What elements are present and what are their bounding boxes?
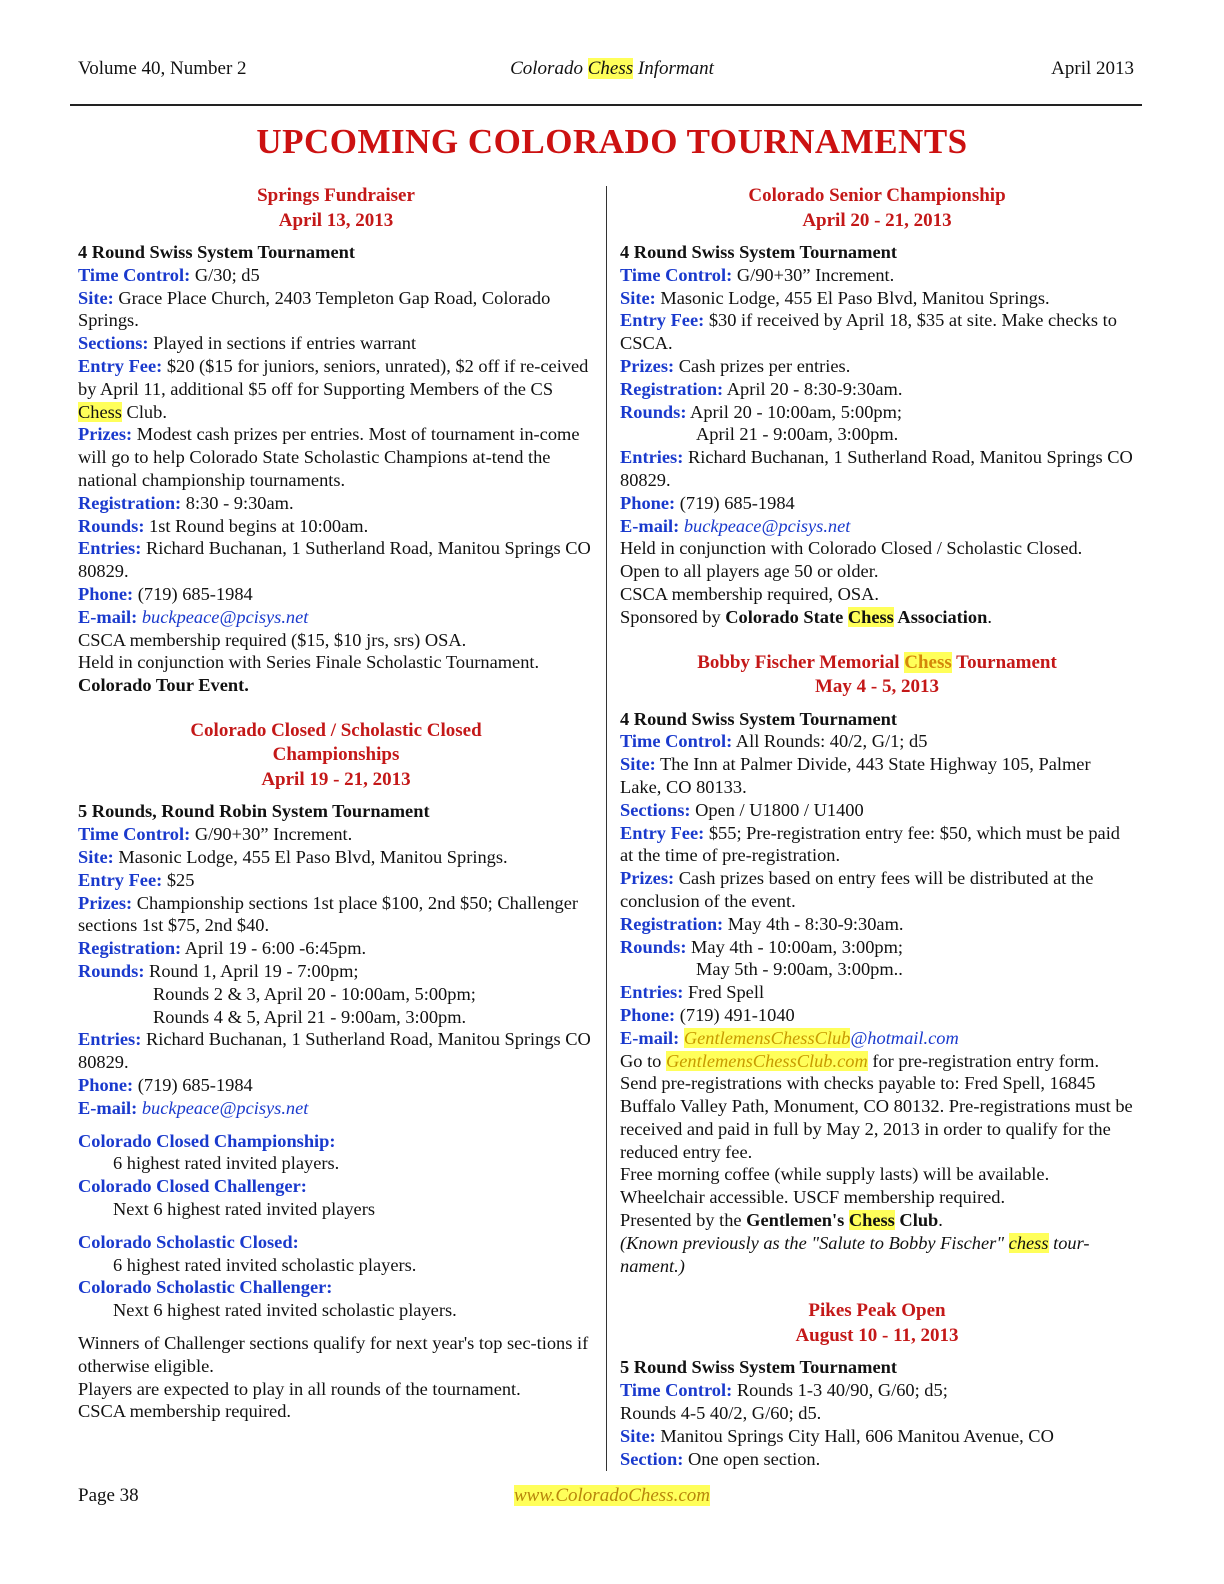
- note: Free morning coffee (while supply lasts) will be available.: [620, 1164, 1050, 1185]
- header-rule: [70, 104, 1142, 106]
- entry-fee: Entry Fee: $25: [78, 869, 195, 890]
- site: Site: Masonic Lodge, 455 El Paso Blvd, Manitou Springs.: [78, 847, 508, 868]
- event-type: 5 Rounds, Round Robin System Tournament: [78, 801, 430, 822]
- note: CSCA membership required.: [78, 1401, 292, 1422]
- rounds-line: Rounds 2 & 3, April 20 - 10:00am, 5:00pm;: [153, 983, 476, 1004]
- event-title: Colorado Senior Championship April 20 - 21, 2013: [748, 185, 1006, 231]
- phone: Phone: (719) 491-1040: [620, 1004, 795, 1025]
- time-control: Time Control: G/30; d5: [78, 264, 260, 285]
- rounds-line: Rounds 4 & 5, April 21 - 9:00am, 3:00pm.: [153, 1006, 467, 1027]
- email: E-mail: buckpeace@pcisys.net: [620, 515, 851, 536]
- prizes: Prizes: Modest cash prizes per entries. Most of tournament in-come will go to help Colorado State Scholastic Champions at-tend the national championship tournaments.: [78, 424, 580, 490]
- entry-fee: Entry Fee: $30 if received by April 18, $35 at site. Make checks to CSCA.: [620, 310, 1117, 354]
- sections: Section: One open section.: [620, 1448, 821, 1469]
- rounds-line: May 5th - 9:00am, 3:00pm..: [696, 959, 903, 980]
- section-heading: Colorado Closed Challenger:: [78, 1176, 307, 1197]
- email-link[interactable]: buckpeace@pcisys.net: [141, 1097, 309, 1118]
- sections: Sections: Open / U1800 / U1400: [620, 799, 864, 820]
- email-link[interactable]: GentlemensChessClub@hotmail.com: [683, 1027, 959, 1048]
- event-title: Pikes Peak Open August 10 - 11, 2013: [795, 1300, 959, 1346]
- site: Site: Manitou Springs City Hall, 606 Manitou Avenue, CO: [620, 1425, 1054, 1446]
- section-desc: Next 6 highest rated invited players: [113, 1198, 375, 1219]
- entry-fee: Entry Fee: $55; Pre-registration entry fee: $50, which must be paid at the time of pre-registration.: [620, 822, 1120, 866]
- note: Players are expected to play in all rounds of the tournament.: [78, 1378, 521, 1399]
- right-column: [620, 184, 1134, 1484]
- site: Site: The Inn at Palmer Divide, 443 State Highway 105, Palmer Lake, CO 80133.: [620, 754, 1091, 797]
- event-pikes-peak-open: [620, 1299, 1134, 1470]
- note: Held in conjunction with Colorado Closed / Scholastic Closed.: [620, 538, 1083, 559]
- event-type: 5 Round Swiss System Tournament: [620, 1357, 897, 1378]
- event-type: 4 Round Swiss System Tournament: [78, 242, 355, 262]
- note: Winners of Challenger sections qualify for next year's top sec-tions if otherwise eligible.: [78, 1332, 589, 1376]
- note: Held in conjunction with Series Finale Scholastic Tournament.: [78, 652, 540, 673]
- section-heading: Colorado Closed Championship:: [78, 1130, 336, 1151]
- registration: Registration: April 20 - 8:30-9:30am.: [620, 378, 903, 399]
- email: E-mail: buckpeace@pcisys.net: [78, 1097, 309, 1118]
- website-link[interactable]: GentlemensChessClub.com: [665, 1050, 868, 1071]
- rounds: Rounds: April 20 - 10:00am, 5:00pm;: [620, 401, 903, 422]
- site: Site: Grace Place Church, 2403 Templeton Gap Road, Colorado Springs.: [78, 287, 551, 331]
- email-link[interactable]: buckpeace@pcisys.net: [683, 515, 851, 536]
- event-springs-fundraiser: [78, 184, 594, 697]
- entry-fee: Entry Fee: $20 ($15 for juniors, seniors, unrated), $2 off if re-ceived by April 11, additional $5 off for Supporting Members of the CS Chess Club.: [78, 355, 589, 422]
- event-type: 4 Round Swiss System Tournament: [620, 242, 897, 262]
- note: Presented by the Gentlemen's Chess Club.: [620, 1210, 943, 1231]
- event-title: Bobby Fischer Memorial Chess Tournament May 4 - 5, 2013: [697, 651, 1057, 698]
- event-senior-championship: [620, 184, 1134, 629]
- registration: Registration: 8:30 - 9:30am.: [78, 492, 294, 513]
- event-title: Springs Fundraiser April 13, 2013: [257, 185, 415, 231]
- rounds-line: April 21 - 9:00am, 3:00pm.: [696, 424, 899, 445]
- page-number: Page 38: [78, 1485, 139, 1506]
- phone: Phone: (719) 685-1984: [78, 1075, 253, 1095]
- email: E-mail: GentlemensChessClub@hotmail.com: [620, 1027, 959, 1048]
- time-control: Time Control: G/90+30” Increment.: [620, 264, 895, 285]
- rounds: Rounds: 1st Round begins at 10:00am.: [78, 515, 369, 536]
- time-control: Time Control: All Rounds: 40/2, G/1; d5: [620, 731, 928, 752]
- rounds: Rounds: Round 1, April 19 - 7:00pm;: [78, 961, 359, 982]
- entries: Entries: Fred Spell: [620, 982, 765, 1003]
- sections: Sections: Played in sections if entries warrant: [78, 333, 417, 354]
- note: Wheelchair accessible. USCF membership required.: [620, 1187, 1006, 1208]
- time-control-line: Rounds 4-5 40/2, G/60; d5.: [620, 1403, 822, 1424]
- note: Colorado Tour Event.: [78, 675, 249, 696]
- entries: Entries: Richard Buchanan, 1 Sutherland Road, Manitou Springs CO 80829.: [78, 1029, 591, 1073]
- event-type: 4 Round Swiss System Tournament: [620, 708, 897, 729]
- note: CSCA membership required, OSA.: [620, 583, 879, 604]
- page-title: UPCOMING COLORADO TOURNAMENTS: [256, 122, 968, 161]
- note: CSCA membership required ($15, $10 jrs, srs) OSA.: [78, 629, 467, 650]
- registration: Registration: May 4th - 8:30-9:30am.: [620, 913, 904, 934]
- entries: Entries: Richard Buchanan, 1 Sutherland Road, Manitou Springs CO 80829.: [620, 447, 1133, 490]
- entries: Entries: Richard Buchanan, 1 Sutherland Road, Manitou Springs CO 80829.: [78, 538, 591, 582]
- note: Open to all players age 50 or older.: [620, 561, 879, 582]
- event-title: Colorado Closed / Scholastic Closed Championships April 19 - 21, 2013: [190, 719, 482, 790]
- section-desc: Next 6 highest rated invited scholastic players.: [113, 1300, 457, 1321]
- prizes: Prizes: Cash prizes based on entry fees will be distributed at the conclusion of the event.: [620, 868, 1094, 911]
- header-date: April 2013: [1051, 58, 1134, 79]
- header-volume: Volume 40, Number 2: [78, 58, 247, 79]
- time-control: Time Control: G/90+30” Increment.: [78, 824, 353, 845]
- preregistration-note: Go to GentlemensChessClub.com for pre-registration entry form. Send pre-registrations with checks payable to: Fred Spell, 16845 Buffalo Valley Path, Monument, CO 80132. Pre-registrations must be received and paid in full by May 2, 2013 in order to qualify for the reduced entry fee.: [620, 1050, 1133, 1162]
- phone: Phone: (719) 685-1984: [78, 583, 253, 604]
- header-publication: Colorado Chess Informant: [510, 58, 714, 79]
- footer-website-link[interactable]: www.ColoradoChess.com: [513, 1485, 710, 1506]
- prizes: Prizes: Championship sections 1st place $100, 2nd $50; Challenger sections 1st $75, 2nd $40.: [78, 892, 579, 936]
- note: (Known previously as the "Salute to Bobby Fischer" chess tour-nament.): [620, 1232, 1090, 1276]
- column-divider: [606, 186, 607, 1471]
- left-column: [78, 184, 594, 1437]
- site: Site: Masonic Lodge, 455 El Paso Blvd, Manitou Springs.: [620, 287, 1050, 308]
- section-heading: Colorado Scholastic Closed:: [78, 1231, 299, 1252]
- section-desc: 6 highest rated invited scholastic players.: [113, 1254, 417, 1275]
- email-link[interactable]: buckpeace@pcisys.net: [141, 606, 309, 627]
- event-colorado-closed: [78, 719, 594, 1423]
- phone: Phone: (719) 685-1984: [620, 492, 795, 513]
- section-heading: Colorado Scholastic Challenger:: [78, 1277, 333, 1298]
- rounds: Rounds: May 4th - 10:00am, 3:00pm;: [620, 936, 904, 957]
- email: E-mail: buckpeace@pcisys.net: [78, 606, 309, 627]
- event-bobby-fischer-memorial: [620, 651, 1134, 1278]
- registration: Registration: April 19 - 6:00 -6:45pm.: [78, 938, 367, 959]
- section-desc: 6 highest rated invited players.: [113, 1153, 340, 1174]
- time-control: Time Control: Rounds 1-3 40/90, G/60; d5;: [620, 1380, 948, 1401]
- prizes: Prizes: Cash prizes per entries.: [620, 355, 851, 376]
- note: Sponsored by Colorado State Chess Association.: [620, 606, 992, 627]
